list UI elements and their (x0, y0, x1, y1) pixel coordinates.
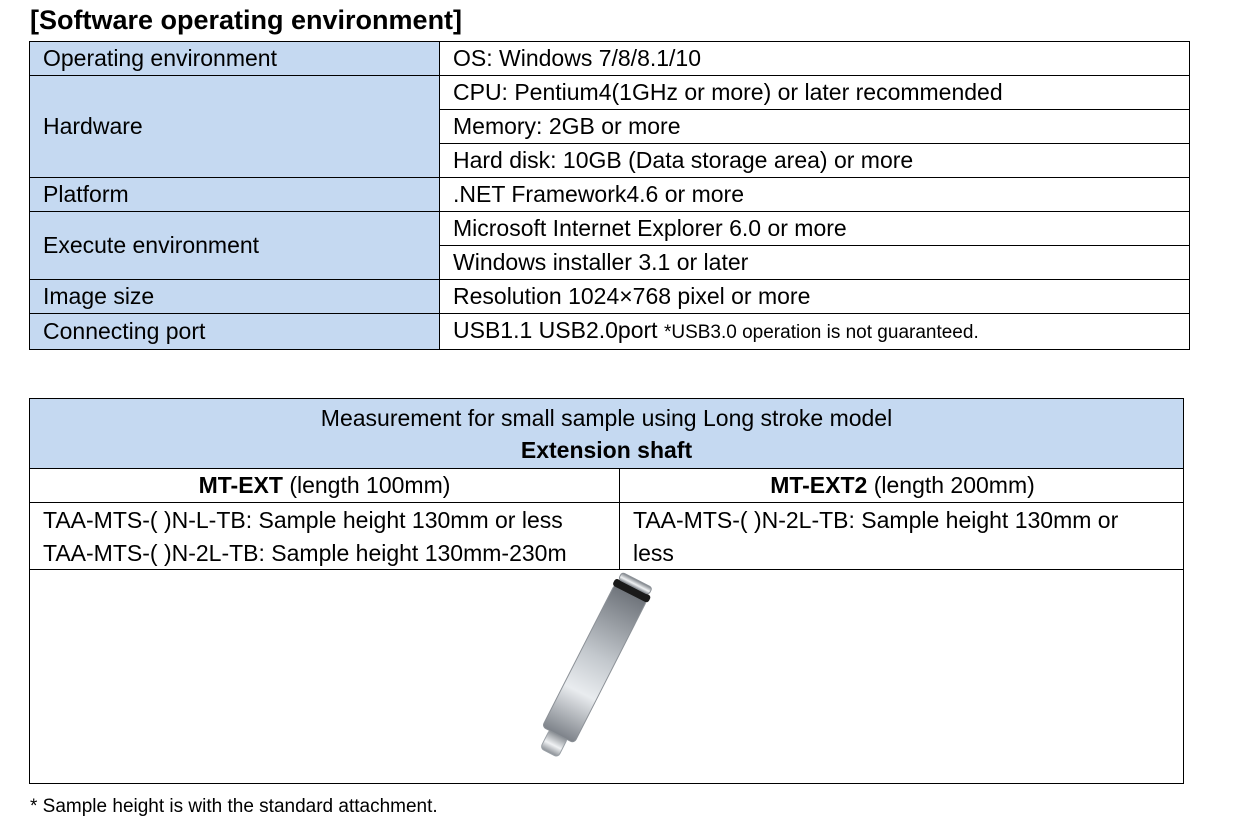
row-label-execute-environment: Execute environment (30, 212, 440, 280)
row-label-connecting-port: Connecting port (30, 314, 440, 350)
row-label-image-size: Image size (30, 280, 440, 314)
extension-subheading: Extension shaft (520, 437, 693, 463)
table-row (30, 280, 1190, 314)
table-row (30, 178, 1190, 212)
table-row (30, 42, 1190, 76)
row-label-platform: Platform (30, 178, 440, 212)
row-value-port (440, 314, 1190, 350)
table-row (30, 76, 1190, 110)
model-detail-left (30, 502, 620, 569)
software-environment-table (29, 41, 1190, 350)
model-name-mt-ext: MT-EXT (198, 472, 283, 498)
row-label-operating-environment: Operating environment (30, 42, 440, 76)
row-value-resolution: Resolution 1024×768 pixel or more (440, 280, 1190, 314)
row-value-platform: .NET Framework4.6 or more (440, 178, 1190, 212)
footnote: * Sample height is with the standard attachment. (30, 796, 438, 817)
model-detail-right (620, 502, 1185, 569)
detail-line: TAA-MTS-( )N-L-TB: Sample height 130mm or less (43, 507, 563, 533)
model-length-right: (length 200mm) (867, 472, 1035, 498)
row-value-memory: Memory: 2GB or more (440, 110, 1190, 144)
row-value-browser: Microsoft Internet Explorer 6.0 or more (440, 212, 1190, 246)
row-value-hard-disk: Hard disk: 10GB (Data storage area) or more (440, 144, 1190, 178)
table-row (30, 212, 1190, 246)
extension-shaft-image (490, 569, 730, 784)
extension-heading: Measurement for small sample using Long stroke model (320, 405, 893, 431)
row-value-installer: Windows installer 3.1 or later (440, 246, 1190, 280)
section-title: [Software operating environment] (30, 5, 463, 35)
extension-shaft-box (29, 398, 1184, 784)
row-label-hardware: Hardware (30, 76, 440, 178)
model-header-left (30, 468, 620, 502)
detail-line: TAA-MTS-( )N-2L-TB: Sample height 130mm or (633, 507, 1119, 533)
row-value-os: OS: Windows 7/8/8.1/10 (440, 42, 1190, 76)
model-detail-row (30, 502, 1183, 570)
model-header-right (620, 468, 1185, 502)
product-image-area (30, 569, 1183, 784)
model-length-left: (length 100mm) (282, 472, 451, 498)
port-text: USB1.1 USB2.0port (453, 317, 664, 343)
extension-header (30, 399, 1183, 469)
table-row (30, 314, 1190, 350)
detail-line: less (633, 540, 674, 566)
detail-line: TAA-MTS-( )N-2L-TB: Sample height 130mm-230m (43, 540, 567, 566)
usb3-note: *USB3.0 operation is not guaranteed. (663, 322, 979, 343)
model-header-row (30, 468, 1183, 503)
row-value-cpu: CPU: Pentium4(1GHz or more) or later recommended (440, 76, 1190, 110)
model-name-mt-ext2: MT-EXT2 (770, 472, 868, 498)
